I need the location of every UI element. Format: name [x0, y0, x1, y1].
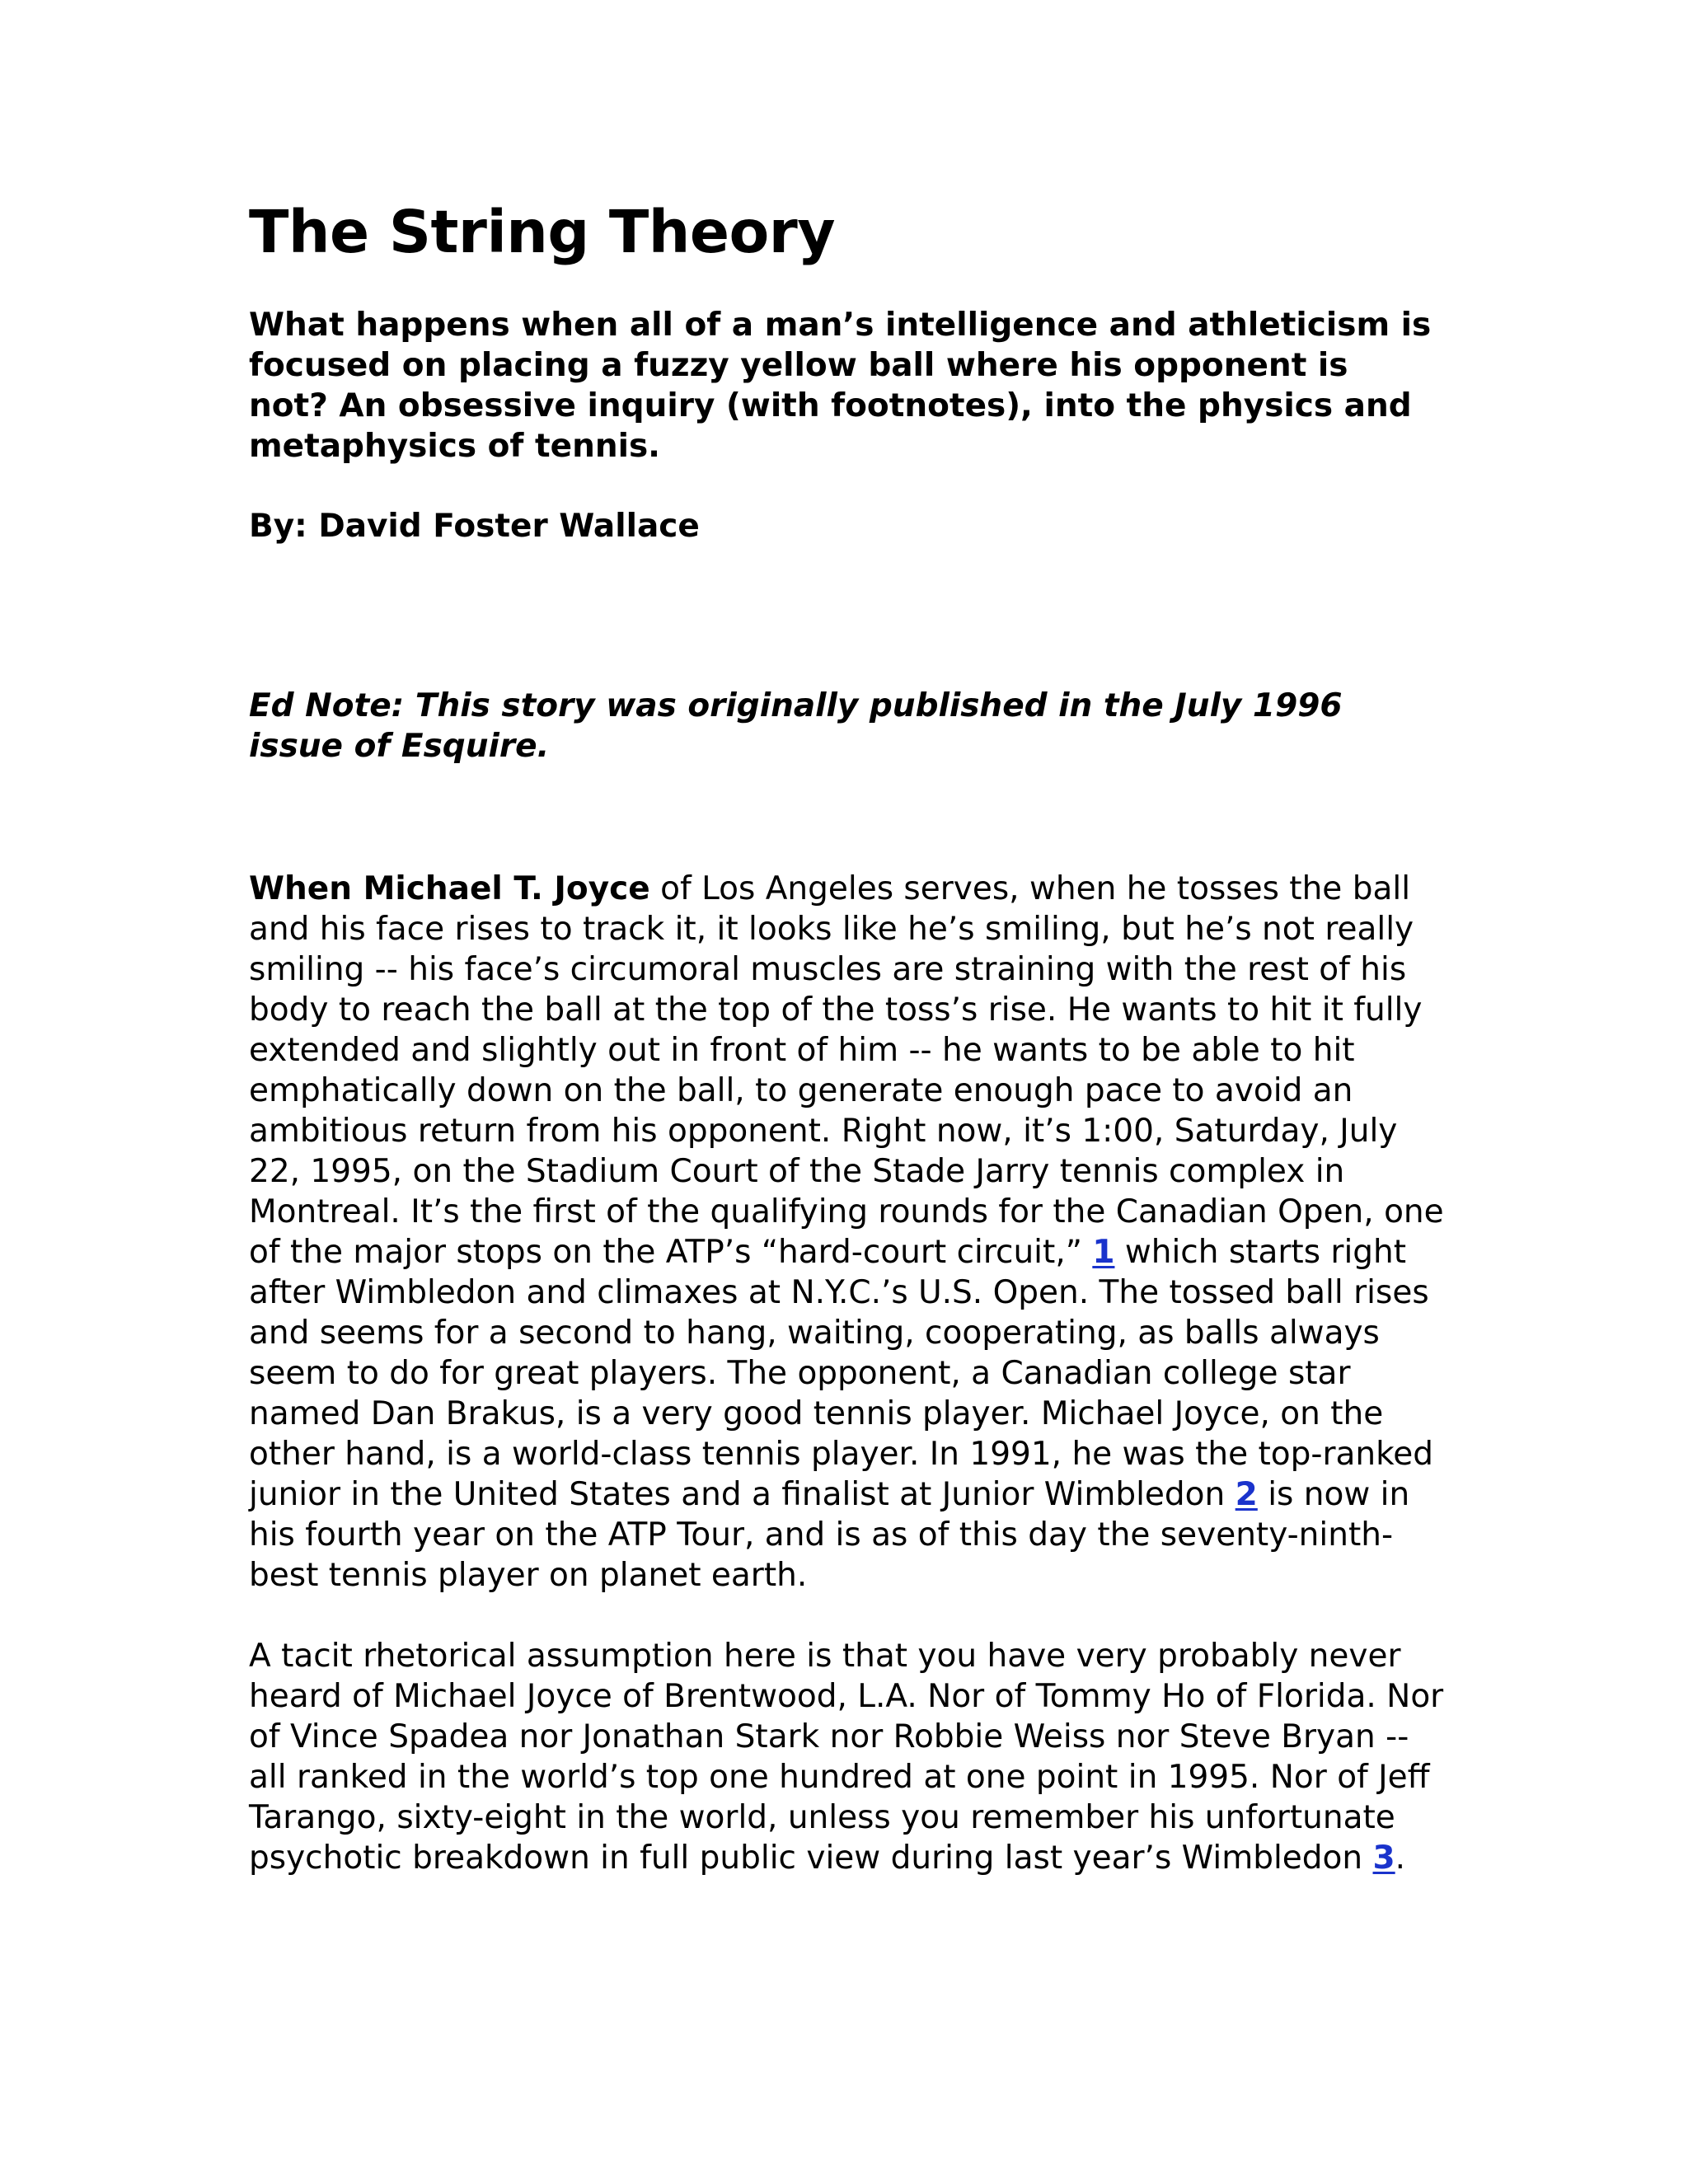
article	[249, 191, 1452, 1878]
paragraph-text: A tacit rhetorical assumption here is that you have very probably never heard of Michael Joyce of Brentwood, L.A. Nor of Tommy Ho of Florida. Nor of Vince Spadea nor Jonathan Stark nor Robbie Weiss nor Steve Bryan -- all ranked in the world’s top one hundred at one point in 1995. Nor of Jeff Tarango, sixty-eight in the world, unless you remember his unfortunate psychotic breakdown in full public view during last year’s Wimbledon	[249, 1638, 1444, 1877]
paragraph-text: which starts right after Wimbledon and climaxes at N.Y.C.’s U.S. Open. The tossed ball rises and seems for a second to hang, waiting, cooperating, as balls always seem to do for great players. The opponent, a Canadian college star named Dan Brakus, is a very good tennis player. Michael Joyce, on the other hand, is a world-class tennis player. In 1991, he was the top-ranked junior in the United States and a finalist at Junior Wimbledon	[249, 1234, 1434, 1513]
paragraph-text: is now in his fourth year on the ATP Tour, and is as of this day the seventy-ninth-best tennis player on planet earth.	[249, 1476, 1410, 1594]
footnote-link-1[interactable]: 1	[1092, 1234, 1115, 1271]
footnote-link-2[interactable]: 2	[1235, 1476, 1258, 1513]
article-title: The String Theory	[249, 198, 836, 266]
paragraph-text: of Los Angeles serves, when he tosses the ball and his face rises to track it, it looks like he’s smiling, but he’s not really smiling -- his face’s circumoral muscles are straining with the rest of his body to reach the ball at the top of the toss’s rise. He wants to hit it fully extended and slightly out in front of him -- he wants to be able to hit emphatically down on the ball, to generate enough pace to avoid an ambitious return from his opponent. Right now, it’s 1:00, Saturday, July 22, 1995, on the Stadium Court of the Stade Jarry tennis complex in Montreal. It’s the first of the qualifying rounds for the Canadian Open, one of the major stops on the ATP’s “hard-court circuit,”	[249, 870, 1444, 1271]
byline: By: David Foster Wallace	[249, 508, 700, 545]
footnote-link-3[interactable]: 3	[1372, 1840, 1395, 1877]
body-paragraph-2	[249, 1636, 1452, 1878]
article-subtitle: What happens when all of a man’s intelligence and athleticism is focused on placing a fuzzy yellow ball where his opponent is not? An obsessive inquiry (with footnotes), into the physics and metaphysics of tennis.	[249, 307, 1432, 465]
body-paragraph-1	[249, 869, 1452, 1596]
lead-in-name: When Michael T. Joyce	[249, 870, 650, 907]
paragraph-text: .	[1395, 1840, 1406, 1877]
editor-note: Ed Note: This story was originally published in the July 1996 issue of Esquire.	[249, 687, 1343, 765]
